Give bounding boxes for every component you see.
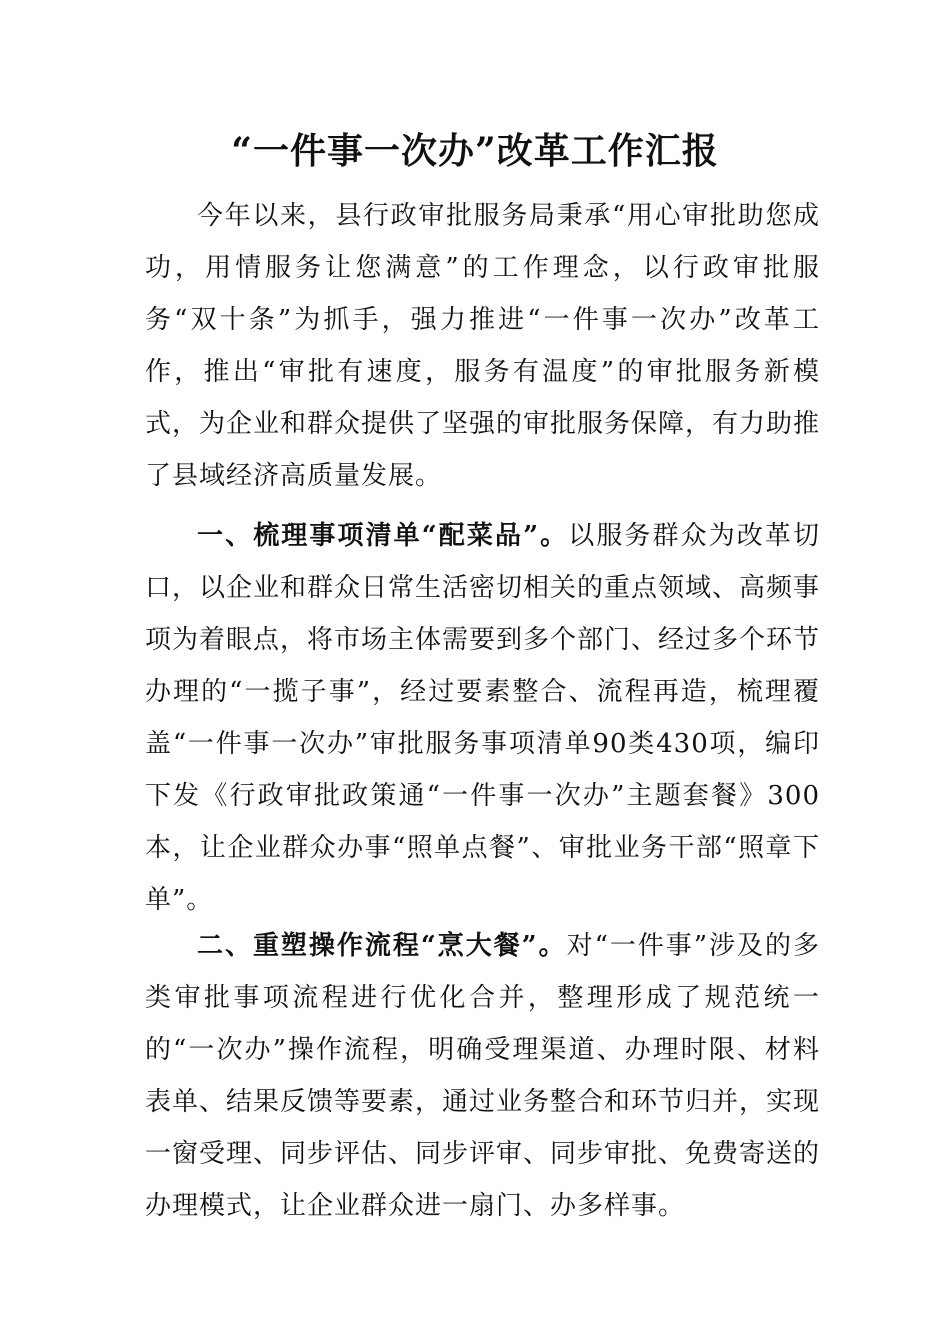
section-1-heading: 一、梳理事项清单“配菜品”。 — [197, 521, 569, 551]
section-1-text: 以服务群众为改革切口，以企业和群众日常生活密切相关的重点领域、高频事项为着眼点，将市场主体需要到多个部门、经过多个环节办理的“一揽子事”，经过要素整合、流程再造，梳理覆盖“一件事一次办”审批服务事项清单90类430项，编印下发《行政审批政策通“一件事一次办”主题套餐》300本，让企业群众办事“照单点餐”、审批业务干部“照章下单”。 — [145, 521, 821, 915]
document-title: “一件事一次办”改革工作汇报 — [231, 130, 719, 172]
paragraph-intro-text: 今年以来，县行政审批服务局秉承“用心审批助您成功，用情服务让您满意”的工作理念，以行政审批服务“双十条”为抓手，强力推进“一件事一次办”改革工作，推出“审批有速度，服务有温度”的审批服务新模式，为企业和群众提供了坚强的审批服务保障，有力助推了县域经济高质量发展。 — [145, 201, 821, 491]
paragraph-section-1 — [145, 510, 820, 926]
section-2-heading: 二、重塑操作流程“烹大餐”。 — [197, 931, 567, 961]
paragraph-intro — [145, 190, 820, 502]
section-2-text: 对“一件事”涉及的多类审批事项流程进行优化合并，整理形成了规范统一的“一次办”操作流程，明确受理渠道、办理时限、材料表单、结果反馈等要素，通过业务整合和环节归并，实现一窗受理、同步评估、同步评审、同步审批、免费寄送的办理模式，让企业群众进一扇门、办多样事。 — [145, 931, 821, 1221]
paragraph-section-2 — [145, 920, 820, 1232]
